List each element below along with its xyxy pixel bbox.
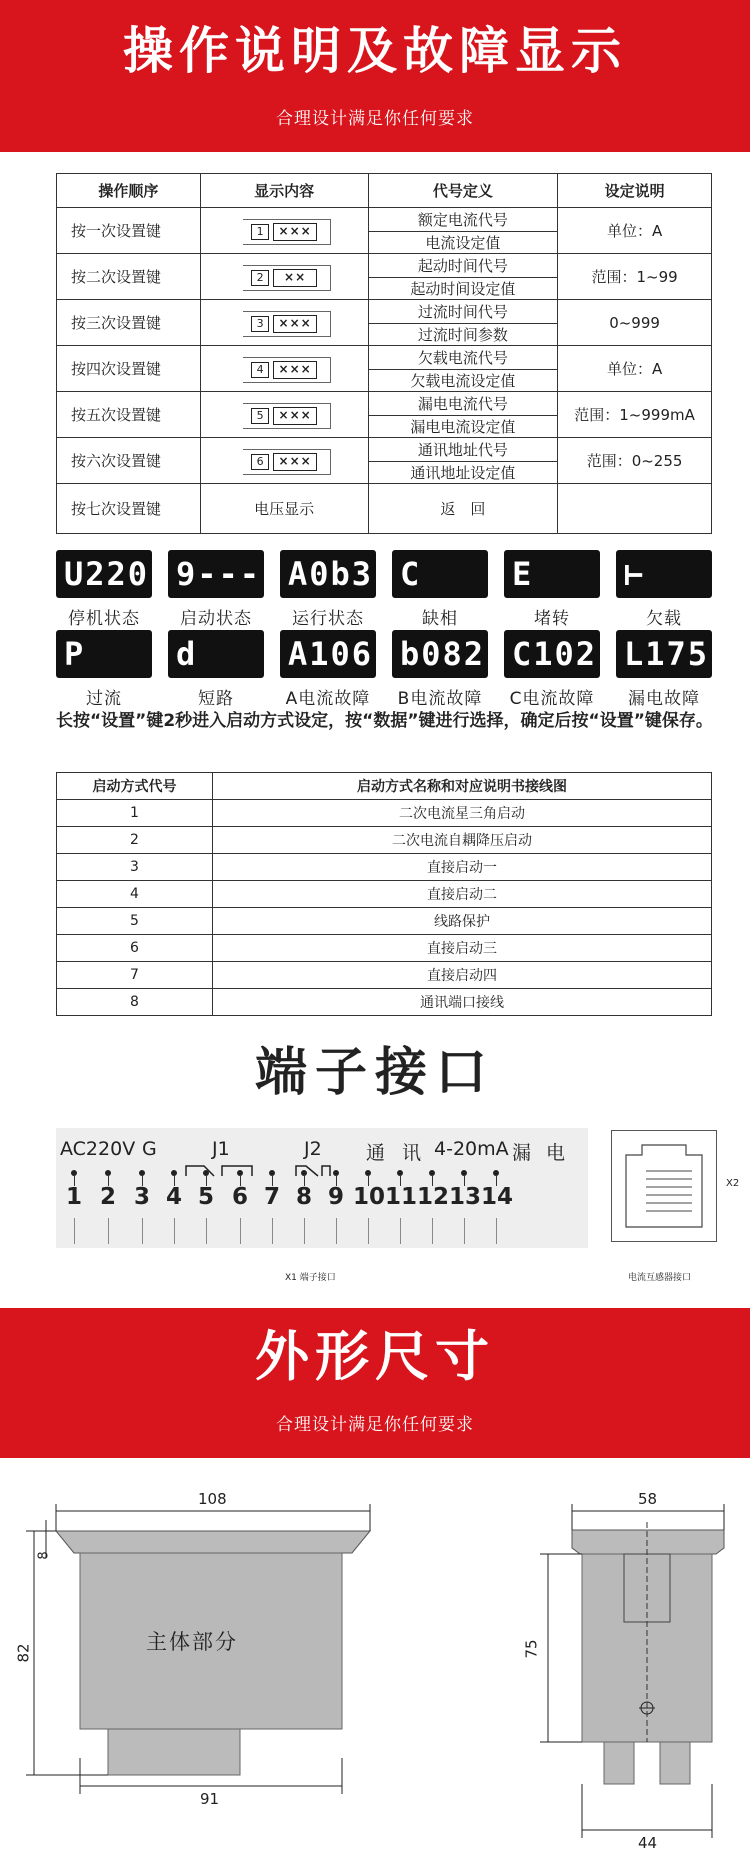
- dim-height: 82: [14, 1643, 33, 1663]
- led-label: C电流故障: [509, 689, 595, 709]
- display-digits: ×××: [273, 223, 317, 241]
- table-row: [57, 962, 712, 989]
- code-definition: 欠载电流设定值: [369, 369, 558, 391]
- led-readout: U220: [56, 550, 152, 598]
- dim-bottom-width: 91: [200, 1790, 220, 1808]
- led-readout: A106: [280, 630, 376, 678]
- terminal-number: 13: [449, 1184, 482, 1210]
- step-number: 5: [251, 408, 269, 424]
- terminal-number: 4: [165, 1184, 182, 1210]
- display-preview: [251, 223, 317, 241]
- table-row: [57, 935, 712, 962]
- outline-drawing: [0, 1458, 750, 1865]
- table-row: [57, 989, 712, 1016]
- col-header: 启动方式代号: [57, 773, 213, 800]
- code-definition: 额定电流代号: [417, 210, 508, 229]
- display-preview: [251, 269, 317, 287]
- code-definition: 通讯地址设定值: [369, 461, 558, 483]
- operation-step: 按四次设置键: [57, 346, 201, 392]
- terminal-number: 9: [327, 1184, 344, 1210]
- led-readout: b082: [392, 630, 488, 678]
- table-row: [57, 800, 712, 827]
- mode-code: 1: [57, 800, 213, 827]
- terminal-label: 电: [546, 1142, 566, 1164]
- mode-name: 通讯端口接线: [213, 989, 712, 1016]
- led-display-item: [56, 630, 152, 709]
- display-preview: [251, 361, 317, 379]
- display-preview: [251, 315, 317, 333]
- led-readout: 9---: [168, 550, 264, 598]
- start-mode-table: [56, 772, 712, 1016]
- terminal-label: J1: [212, 1138, 230, 1160]
- table-row: [57, 392, 712, 438]
- rj45-port-icon: [611, 1130, 717, 1242]
- code-definition: 过流时间代号: [417, 302, 508, 321]
- terminal-number: 2: [99, 1184, 116, 1210]
- led-label: A电流故障: [285, 689, 371, 709]
- table-row: [57, 484, 712, 534]
- mode-code: 2: [57, 827, 213, 854]
- display-digits: ×××: [273, 453, 317, 471]
- display-preview: [251, 407, 317, 425]
- led-display-item: [616, 630, 712, 709]
- led-readout: C: [392, 550, 488, 598]
- led-label: 停机状态: [68, 609, 140, 629]
- step-number: 2: [251, 270, 269, 286]
- mode-code: 6: [57, 935, 213, 962]
- operation-table: [56, 173, 712, 534]
- display-digits: ××: [273, 269, 317, 287]
- fault-display-row: [56, 630, 712, 709]
- terminal-strip: [56, 1128, 588, 1248]
- terminal-number: 11: [385, 1184, 418, 1210]
- terminal-number: 10: [353, 1184, 386, 1210]
- setting-note: 单位：A: [558, 208, 712, 254]
- mode-code: 8: [57, 989, 213, 1016]
- relay-contacts-icon: [56, 1128, 588, 1248]
- led-display-item: [392, 550, 488, 629]
- status-display-row: [56, 550, 712, 629]
- table-row: [57, 881, 712, 908]
- table-row: [57, 300, 712, 346]
- terminal-number: 5: [197, 1184, 214, 1210]
- mode-code: 4: [57, 881, 213, 908]
- table-row: [57, 346, 712, 392]
- table-header-row: [57, 174, 712, 208]
- code-definition: 起动时间代号: [417, 256, 508, 275]
- led-display-item: [392, 630, 488, 709]
- operation-step: 按三次设置键: [57, 300, 201, 346]
- table-row: [57, 854, 712, 881]
- led-label: 过流: [86, 689, 122, 709]
- mode-name: 二次电流星三角启动: [213, 800, 712, 827]
- terminal-label: G: [142, 1138, 157, 1160]
- table-row: [57, 827, 712, 854]
- step-number: 3: [251, 316, 269, 332]
- setting-note: 范围：1~999mA: [558, 392, 712, 438]
- led-display-item: [280, 550, 376, 629]
- setup-note: 长按“设置”键2秒进入启动方式设定，按“数据”键进行选择，确定后按“设置”键保存。: [56, 711, 713, 731]
- display-digits: ×××: [273, 407, 317, 425]
- terminal-label: J2: [304, 1138, 322, 1160]
- terminal-label: 4-20mA: [434, 1138, 509, 1160]
- led-label: 短路: [198, 689, 234, 709]
- led-label: 运行状态: [292, 609, 364, 629]
- led-label: 漏电故障: [628, 689, 700, 709]
- x2-label: X2: [726, 1178, 740, 1189]
- dimensions-banner: [0, 1308, 750, 1458]
- display-digits: ×××: [273, 315, 317, 333]
- terminal-number: 6: [231, 1184, 248, 1210]
- table-header-row: [57, 773, 712, 800]
- operation-step: 按五次设置键: [57, 392, 201, 438]
- mode-name: 直接启动二: [213, 881, 712, 908]
- led-display-item: [504, 630, 600, 709]
- table-row: [57, 208, 712, 254]
- terminal-label: 讯: [402, 1142, 422, 1164]
- terminal-label: 漏: [512, 1142, 532, 1164]
- operation-step: 按六次设置键: [57, 438, 201, 484]
- code-definition: 漏电电流设定值: [369, 415, 558, 437]
- operation-step: 按一次设置键: [57, 208, 201, 254]
- terminal-number: 7: [263, 1184, 280, 1210]
- display-digits: ×××: [273, 361, 317, 379]
- led-display-item: [504, 550, 600, 629]
- step-number: 4: [251, 362, 269, 378]
- setting-note: 范围：0~255: [558, 438, 712, 484]
- led-readout: L175: [616, 630, 712, 678]
- operation-step: 按二次设置键: [57, 254, 201, 300]
- banner-subtitle: 合理设计满足你任何要求: [276, 109, 474, 129]
- header-banner: [0, 0, 750, 152]
- banner-title: 外形尺寸: [255, 1325, 495, 1388]
- x2-caption: 电流互感器接口: [628, 1273, 692, 1283]
- col-header: 操作顺序: [57, 174, 201, 208]
- setting-note: 0~999: [558, 300, 712, 346]
- step-number: 6: [251, 454, 269, 470]
- col-header: 启动方式名称和对应说明书接线图: [213, 773, 712, 800]
- code-definition: 返 回: [440, 500, 486, 518]
- dimension-drawings: [0, 1458, 750, 1865]
- terminal-label: AC220V: [60, 1138, 136, 1160]
- dim-side-width: 58: [638, 1490, 658, 1508]
- terminal-label: 通: [366, 1142, 386, 1164]
- banner-title: 操作说明及故障显示: [123, 22, 627, 80]
- mode-name: 直接启动四: [213, 962, 712, 989]
- code-definition: 电流设定值: [369, 231, 558, 253]
- display-text: 电压显示: [254, 500, 315, 518]
- mode-code: 5: [57, 908, 213, 935]
- col-header: 设定说明: [558, 174, 712, 208]
- led-label: 堵转: [534, 609, 570, 629]
- terminal-number: 1: [65, 1184, 82, 1210]
- setting-note: 单位：A: [558, 346, 712, 392]
- terminal-number: 3: [133, 1184, 150, 1210]
- x1-caption: X1 端子接口: [285, 1273, 336, 1283]
- led-display-item: [168, 630, 264, 709]
- led-label: 缺相: [422, 609, 458, 629]
- dim-front-width: 108: [198, 1490, 227, 1508]
- led-readout: d: [168, 630, 264, 678]
- terminal-number: 14: [481, 1184, 514, 1210]
- operation-step: 按七次设置键: [57, 484, 201, 534]
- mode-name: 线路保护: [213, 908, 712, 935]
- code-definition: 漏电电流代号: [417, 394, 508, 413]
- table-row: [57, 438, 712, 484]
- code-definition: 起动时间设定值: [369, 277, 558, 299]
- led-label: 欠载: [646, 609, 682, 629]
- led-display-item: [56, 550, 152, 629]
- table-row: [57, 254, 712, 300]
- col-header: 显示内容: [200, 174, 368, 208]
- led-display-item: [616, 550, 712, 629]
- body-label: 主体部分: [146, 1630, 238, 1654]
- setting-note: [558, 484, 712, 534]
- mode-name: 直接启动一: [213, 854, 712, 881]
- table-row: [57, 908, 712, 935]
- mode-name: 直接启动三: [213, 935, 712, 962]
- col-header: 代号定义: [368, 174, 558, 208]
- step-number: 1: [251, 224, 269, 240]
- mode-name: 二次电流自耦降压启动: [213, 827, 712, 854]
- led-readout: E: [504, 550, 600, 598]
- led-readout: A0b3: [280, 550, 376, 598]
- led-label: B电流故障: [397, 689, 483, 709]
- terminal-number: 8: [295, 1184, 312, 1210]
- led-readout: C102: [504, 630, 600, 678]
- dim-flange: 8: [36, 1551, 52, 1560]
- led-readout: P: [56, 630, 152, 678]
- display-preview: [251, 453, 317, 471]
- setting-note: 范围：1~99: [558, 254, 712, 300]
- terminal-title: 端子接口: [254, 1043, 495, 1103]
- led-display-item: [168, 550, 264, 629]
- led-readout: ⊢: [616, 550, 712, 598]
- code-definition: 过流时间参数: [369, 323, 558, 345]
- code-definition: 通讯地址代号: [417, 440, 508, 459]
- code-definition: 欠载电流代号: [417, 348, 508, 367]
- led-label: 启动状态: [180, 609, 252, 629]
- led-display-item: [280, 630, 376, 709]
- terminal-number: 12: [417, 1184, 450, 1210]
- banner-subtitle: 合理设计满足你任何要求: [276, 1415, 474, 1435]
- mode-code: 7: [57, 962, 213, 989]
- dim-side-bottom: 44: [638, 1834, 658, 1852]
- mode-code: 3: [57, 854, 213, 881]
- dim-side-height: 75: [522, 1639, 541, 1659]
